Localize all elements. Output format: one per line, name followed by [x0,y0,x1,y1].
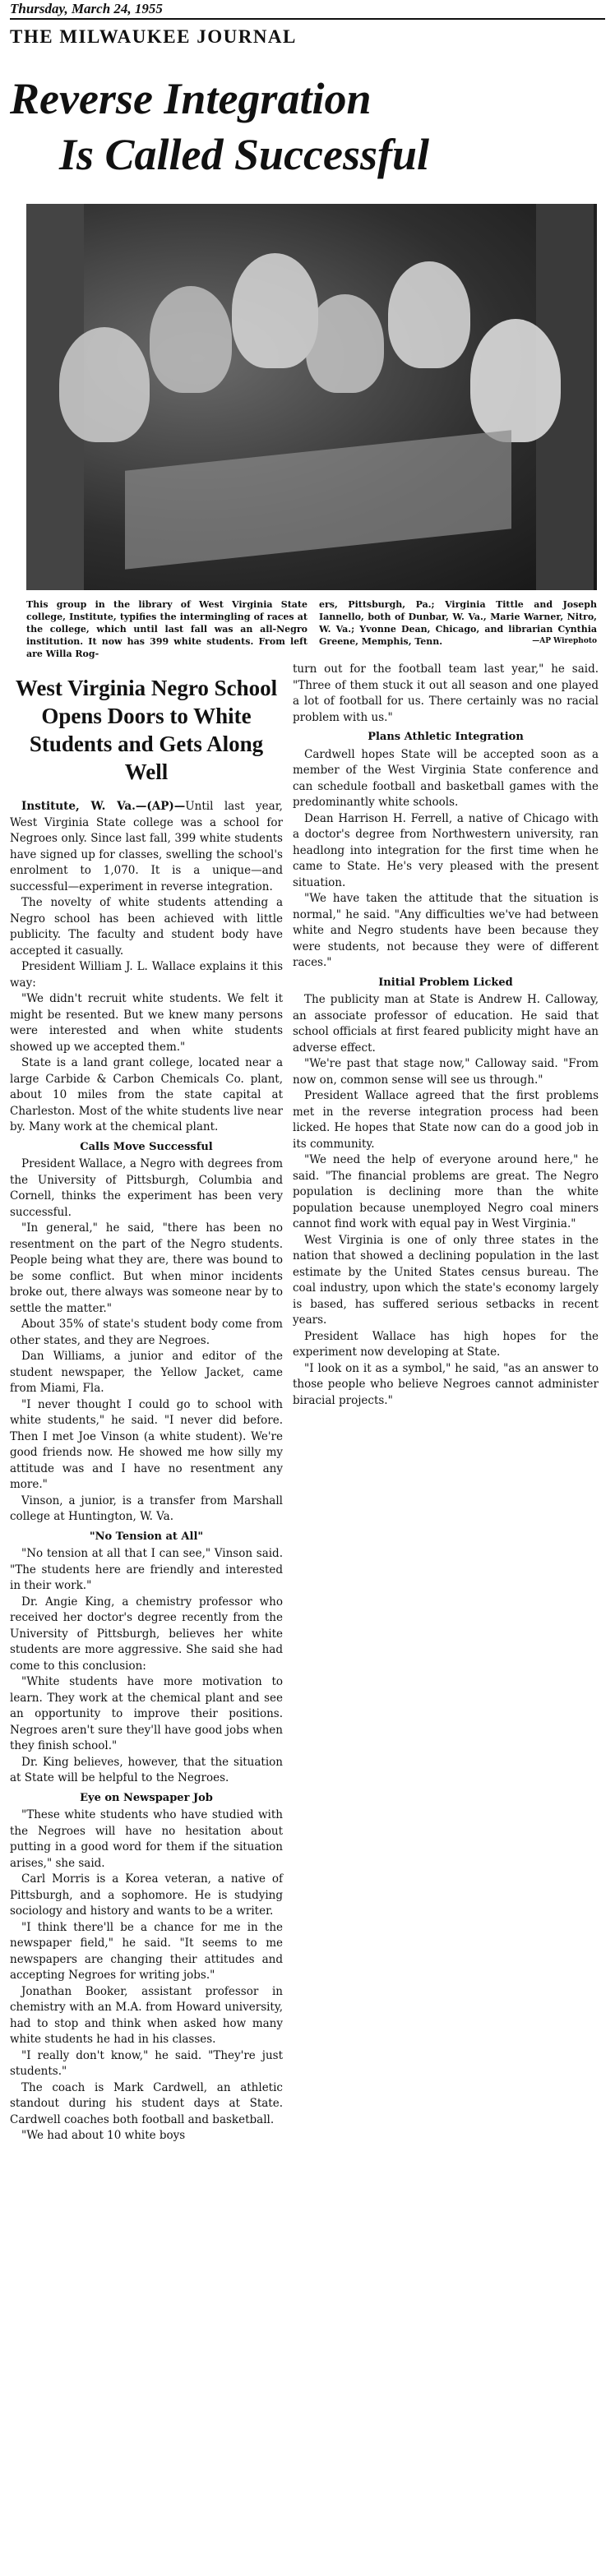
article-paragraph [293,891,599,972]
section-subhead: Eye on Newspaper Job [80,1791,213,1804]
paragraph-text: Dan Williams, a junior and editor of the student newspaper, the Yellow Jacket, came from Miami, Fla. [10,1350,283,1395]
dateline: Thursday, March 24, 1955 [10,0,605,20]
paragraph-text: "We didn't recruit white students. We felt it might be resented. But we knew many persons were interested and when white students showed up we accepted them." [10,992,283,1054]
article-paragraph [10,1221,283,1317]
article-paragraph [293,992,599,1056]
paragraph-text: Dr. Angie King, a chemistry professor who received her doctor's degree recently from the University of Pittsburgh, believes her white students are more aggressive. She said she had come to this conclusion: [10,1595,283,1673]
paragraph-text: President Wallace has high hopes for the experiment now developing at State. [293,1329,599,1359]
photo-credit: —AP Wirephoto [532,637,597,645]
photo-caption [26,598,597,664]
article-paragraph [293,1152,599,1233]
article-paragraph [10,1156,283,1221]
section-subhead: Calls Move Successful [80,1140,213,1153]
paragraph-text: West Virginia is one of only three states in the nation that showed a declining population in the last estimate by the United States census bureau. The coal industry, upon which the state's economy largely is based, has suffered serious setbacks in recent years. [293,1233,599,1327]
article-paragraph [10,1755,283,1787]
photo-figure [388,261,470,368]
photo-library-table [125,430,511,569]
article-paragraph [10,1055,283,1136]
section-subhead: Plans Athletic Integration [368,731,524,743]
photo-figure [59,327,150,442]
masthead: THE MILWAUKEE JOURNAL [10,26,297,47]
caption-left: This group in the library of West Virginia State college, Institute, typifies the intermingling of races at the college, which until last fall was an all-Negro institution. It now has 399 white students. From left are Willa Rog- [26,599,308,659]
paragraph-text: About 35% of state's student body come from other states, and they are Negroes. [10,1318,283,1347]
section-subhead: Initial Problem Licked [378,976,513,989]
caption-right [319,598,597,648]
paragraph-text: President William J. L. Wallace explains it this way: [10,960,283,990]
article-column-1 [10,674,283,2144]
photo-figure [306,294,384,393]
paragraph-text: "White students have more motivation to learn. They work at the chemical plant and see an opportunity to improve their positions. Negroes aren't sure they'll have good jobs when they finish school." [10,1675,283,1752]
article-paragraph [293,747,599,811]
article-paragraph [10,959,283,991]
article-paragraph [293,811,599,892]
paragraph-text: "I never thought I could go to school with white students," he said. "I never did before. Then I met Joe Vinson (a white student). We're good friends now. He showed me how silly my attitude was and I have no resentment any more." [10,1397,283,1491]
article-paragraph [10,1317,283,1349]
paragraph-text: "I think there'll be a chance for me in the newspaper field," he said. "It seems to me newspapers are changing their attitudes and accepting Negroes for writing jobs." [10,1920,283,1982]
article-paragraph [293,1233,599,1329]
paragraph-text: The coach is Mark Cardwell, an athletic standout during his student days at State. Cardwell coaches both football and basketball. [10,2080,283,2126]
paragraph-text: Vinson, a junior, is a transfer from Marshall college at Huntington, W. Va. [10,1493,283,1523]
column-2-body [293,662,599,1409]
headline-line-1: Reverse Integration [10,74,372,123]
caption-right-text: ers, Pittsburgh, Pa.; Virginia Tittle and Joseph Iannello, both of Dunbar, W. Va., Marie Warner, Nitro, W. Va.; Yvonne Dean, Chicago, and librarian Cynthia Greene, Memphis, Tenn. [319,599,597,647]
paragraph-text: President Wallace agreed that the first problems met in the reverse integration process had been licked. He hopes that State now can do a good job in its community. [293,1089,599,1151]
article-paragraph [293,1361,599,1410]
dateline-location: Institute, W. Va.—(AP)— [21,800,186,813]
photo-figure [150,286,232,393]
paragraph-text: State is a land grant college, located near a large Carbide & Carbon Chemicals Co. plant, about 10 miles from the state capital at Charleston. Most of the white students live near by. Many work at the chemical plant. [10,1056,283,1133]
article-paragraph [10,1546,283,1595]
article-paragraph [10,1674,283,1755]
headline [10,71,605,182]
paragraph-text: The novelty of white students attending a Negro school has been achieved with little publicity. The faculty and student body have accepted it casually. [10,896,283,958]
paragraph-text: President Wallace, a Negro with degrees from the University of Pittsburgh, Columbia and Cornell, thinks the experiment has been very successful. [10,1157,283,1219]
article-paragraph [10,1595,283,1675]
article-paragraph [10,1984,283,2048]
paragraph-text: Carl Morris is a Korea veteran, a native of Pittsburgh, and a sophomore. He is studying sociology and history and wants to be a writer. [10,1872,283,1918]
article-paragraph [10,895,283,959]
paragraph-text: "I really don't know," he said. "They're just students." [10,2048,283,2078]
article-column-2 [293,662,599,1409]
paragraph-text: Jonathan Booker, assistant professor in chemistry with an M.A. from Howard university, had to stop and think when asked how many white students he had in his classes. [10,1984,283,2046]
paragraph-text: "We had about 10 white boys [21,2129,186,2142]
article-paragraph [10,1872,283,1920]
article-paragraph [293,1329,599,1361]
article-paragraph [10,1807,283,1872]
article-paragraph [10,2048,283,2080]
section-subhead: "No Tension at All" [89,1530,204,1543]
paragraph-text: Dean Harrison H. Ferrell, a native of Chicago with a doctor's degree from Northwestern university, ran headlong into integration for the first time when he came to State. He's very pleased with the present situation. [293,811,599,889]
news-photo [26,204,597,590]
column-1-body [10,799,283,2144]
article-paragraph [10,1493,283,1526]
article-paragraph [10,2080,283,2129]
headline-line-2: Is Called Successful [59,130,430,179]
article-paragraph [10,2128,283,2144]
paragraph-text: "In general," he said, "there has been no resentment on the part of the Negro students. People being what they are, there was bound to be some conflict. But when minor incidents broke out, there always was someone near by to settle the matter." [10,1221,283,1315]
article-paragraph [10,1349,283,1397]
paragraph-text: "We have taken the attitude that the situation is normal," he said. "Any difficulties we've had between white and Negro students have been because they were students, not because they were of different races." [293,892,599,969]
article-paragraph [10,1920,283,1984]
article-paragraph [293,1056,599,1088]
article-paragraph [10,799,283,895]
paragraph-text: Until last year, West Virginia State college was a school for Negroes only. Since last fall, 399 white students have signed up for classes, swelling the school's enrolment to 1,070. It is a unique—and successful—experiment in reverse integration. [10,800,283,893]
paragraph-text: Cardwell hopes State will be accepted soon as a member of the West Virginia State conference and can schedule football and basketball games with the predominantly white schools. [293,747,599,809]
photo-figure [470,319,561,442]
article-paragraph [10,1397,283,1493]
article-paragraph [293,1088,599,1152]
story-subhead: West Virginia Negro School Opens Doors to White Students and Gets Along Well [15,676,278,784]
paragraph-text: "These white students who have studied with the Negroes will have no hesitation about putting in a good word for them if the situation arises," she said. [10,1808,283,1870]
article-paragraph [10,991,283,1055]
paragraph-text: "We need the help of everyone around here," he said. "The financial problems are great. The Negro population is declining more than the white population because unemployed Negro coal miners cannot find work with equal pay in West Virginia." [293,1153,599,1230]
paragraph-text: Dr. King believes, however, that the situation at State will be helpful to the Negroes. [10,1755,283,1784]
paragraph-text: The publicity man at State is Andrew H. Calloway, an associate professor of education. He said that school officials at first feared publicity might have an adverse effect. [293,993,599,1055]
paragraph-text: "We're past that stage now," Calloway said. "From now on, common sense will see us through." [293,1057,599,1087]
paragraph-text: "I look on it as a symbol," he said, "as an answer to those people who believe Negroes cannot administer biracial projects." [293,1361,599,1407]
paragraph-text: "No tension at all that I can see," Vinson said. "The students here are friendly and interested in their work." [10,1547,283,1592]
article-paragraph: turn out for the football team last year," he said. "Three of them stuck it out all season and one played a lot of football for us. There certainly was no racial problem with us." [293,662,599,724]
